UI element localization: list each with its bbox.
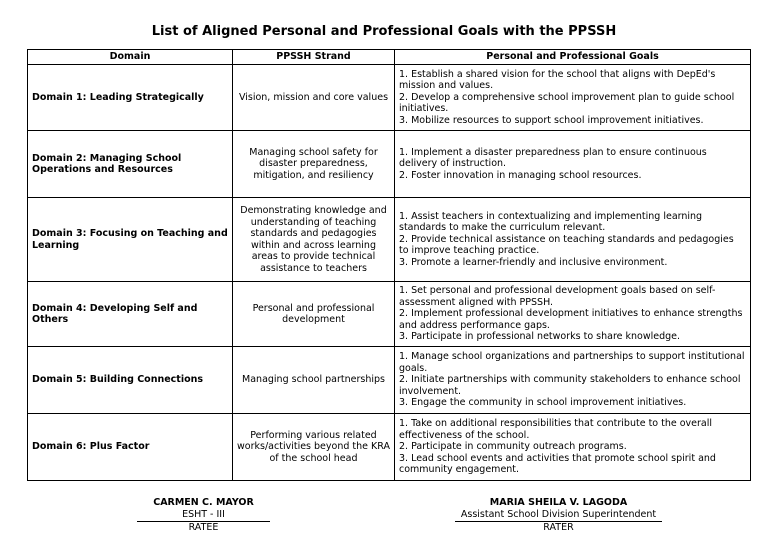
document-title: List of Aligned Personal and Professional Goals with the PPSSH: [151, 24, 617, 39]
ratee-name: CARMEN C. MAYOR: [153, 497, 254, 508]
strand-cell: Managing school partnerships: [233, 347, 395, 414]
domain-cell: Domain 1: Leading Strategically: [28, 65, 233, 131]
domain-cell: Domain 3: Focusing on Teaching and Learning: [28, 198, 233, 282]
strand-cell: Performing various related works/activities beyond the KRA of the school head: [233, 414, 395, 481]
ratee-role: RATEE: [137, 521, 270, 534]
goal-item: 2. Develop a comprehensive school improvement plan to guide school initiatives.: [399, 91, 735, 115]
table-row: [28, 65, 751, 131]
table-row: [28, 282, 751, 347]
header-ppssh-strand: PPSSH Strand: [233, 50, 395, 65]
table-header-row: [28, 50, 751, 65]
goals-cell: [395, 282, 751, 347]
table-row: [28, 198, 751, 282]
goal-item: 1. Manage school organizations and partnerships to support institutional goals.: [399, 351, 745, 374]
goal-item: 2. Foster innovation in managing school resources.: [399, 169, 642, 181]
goal-item: 3. Participate in professional networks to share knowledge.: [399, 331, 681, 343]
ratee-signature-block: [137, 497, 270, 534]
table-row: [28, 414, 751, 481]
header-domain: Domain: [28, 50, 233, 65]
goals-cell: [395, 65, 751, 131]
goals-cell: [395, 414, 751, 481]
header-goals: Personal and Professional Goals: [395, 50, 751, 65]
domain-cell: Domain 2: Managing School Operations and Resources: [28, 131, 233, 198]
strand-cell: Personal and professional development: [233, 282, 395, 347]
goal-item: 1. Take on additional responsibilities that contribute to the overall effectiveness of the school.: [399, 418, 713, 441]
domain-cell: Domain 5: Building Connections: [28, 347, 233, 414]
strand-cell: Demonstrating knowledge and understanding of teaching standards and pedagogies within and across learning areas to provide technical assistance to teachers: [233, 198, 395, 282]
rater-signature-block: [455, 497, 662, 534]
goal-item: 1. Set personal and professional development goals based on self-assessment aligned with PPSSH.: [399, 285, 716, 308]
table-row: [28, 347, 751, 414]
table-row: [28, 131, 751, 198]
goals-cell: [395, 131, 751, 198]
rater-position: Assistant School Division Superintendent: [460, 509, 657, 520]
rater-role: RATER: [455, 521, 662, 534]
domain-cell: Domain 4: Developing Self and Others: [28, 282, 233, 347]
goals-cell: [395, 347, 751, 414]
goal-item: 1. Implement a disaster preparedness plan to ensure continuous delivery of instruction.: [399, 146, 707, 170]
goal-item: 1. Establish a shared vision for the school that aligns with DepEd's mission and values.: [399, 68, 716, 92]
ratee-position: ESHT - III: [182, 509, 225, 520]
goal-item: 3. Lead school events and activities that promote school spirit and community engagement.: [399, 452, 716, 476]
rater-name: MARIA SHEILA V. LAGODA: [489, 497, 628, 508]
goal-item: 2. Implement professional development initiatives to enhance strengths and address performance gaps.: [399, 308, 743, 331]
goal-item: 3. Mobilize resources to support school improvement initiatives.: [399, 114, 704, 126]
goals-cell: [395, 198, 751, 282]
strand-cell: Managing school safety for disaster preparedness, mitigation, and resiliency: [233, 131, 395, 198]
goal-item: 2. Participate in community outreach programs.: [399, 441, 627, 453]
goal-item: 2. Initiate partnerships with community stakeholders to enhance school involvement.: [399, 374, 741, 397]
strand-cell: Vision, mission and core values: [233, 65, 395, 131]
goal-item: 1. Assist teachers in contextualizing and implementing learning standards to make the curriculum relevant.: [399, 210, 703, 234]
domain-cell: Domain 6: Plus Factor: [28, 414, 233, 481]
goal-item: 3. Engage the community in school improvement initiatives.: [399, 397, 687, 409]
goal-item: 2. Provide technical assistance on teaching standards and pedagogies to improve teaching practice.: [399, 233, 734, 257]
goal-item: 3. Promote a learner-friendly and inclusive environment.: [399, 256, 668, 268]
goals-table: [27, 49, 751, 481]
